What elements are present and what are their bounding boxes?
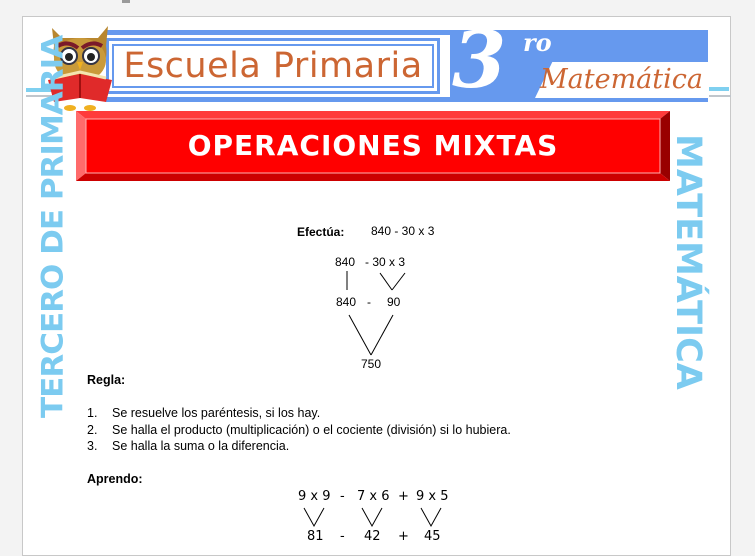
- header-rule-right: [709, 95, 731, 97]
- school-title: Escuela Primaria: [123, 46, 423, 86]
- example-expression: 840 - 30 x 3: [371, 224, 435, 238]
- grade-number: 3: [452, 15, 507, 106]
- rules-heading: Regla:: [87, 373, 126, 387]
- side-label-left: TERCERO DE PRIMARIA: [36, 35, 71, 418]
- side-label-right: MATEMÁTICA: [668, 134, 708, 390]
- grade-suffix: ro: [523, 28, 552, 57]
- rule-item: 2. Se halla el producto (multiplicación) o el cociente (división) si lo hubiera.: [87, 422, 511, 437]
- learn-row1-op1: -: [340, 489, 345, 504]
- tree-row2-op: -: [367, 295, 371, 309]
- tree-row2-left: 840: [336, 295, 357, 309]
- learn-row1-c: 9 x 5: [416, 489, 449, 504]
- example-label: Efectúa:: [297, 225, 345, 239]
- rules-list: [87, 405, 511, 455]
- title-banner: [76, 111, 670, 181]
- header-accent-right: [709, 87, 729, 91]
- learn-heading: Aprendo:: [87, 472, 143, 486]
- tree-row1-left: 840: [335, 255, 356, 269]
- subject-title: Matemática: [540, 64, 703, 95]
- header-stripe-top: [106, 30, 456, 35]
- tree-result: 750: [361, 357, 382, 371]
- header-stripe-bottom: [106, 97, 456, 102]
- rule-item: 1. Se resuelve los paréntesis, si los hay.: [87, 406, 321, 420]
- learn-row2-b: 42: [364, 529, 381, 544]
- page-top-mark: [122, 0, 130, 3]
- learn-row1-b: 7 x 6: [357, 489, 390, 504]
- learn-row1-op2: +: [398, 489, 409, 504]
- learn-row1-a: 9 x 9: [298, 489, 331, 504]
- school-title-box: [106, 38, 440, 94]
- learn-row2-a: 81: [307, 529, 324, 544]
- rule-item: 3. Se halla la suma o la diferencia.: [87, 439, 290, 453]
- tree-row1-op: - 30 x 3: [365, 255, 406, 269]
- banner-title: OPERACIONES MIXTAS: [187, 129, 559, 162]
- learn-tree-lines: [300, 506, 450, 530]
- learn-row2-op2: +: [398, 529, 409, 544]
- example-tree-lines: [330, 265, 420, 360]
- learn-row2-c: 45: [424, 529, 441, 544]
- learn-row2-op1: -: [340, 529, 345, 544]
- tree-row2-right: 90: [387, 295, 401, 309]
